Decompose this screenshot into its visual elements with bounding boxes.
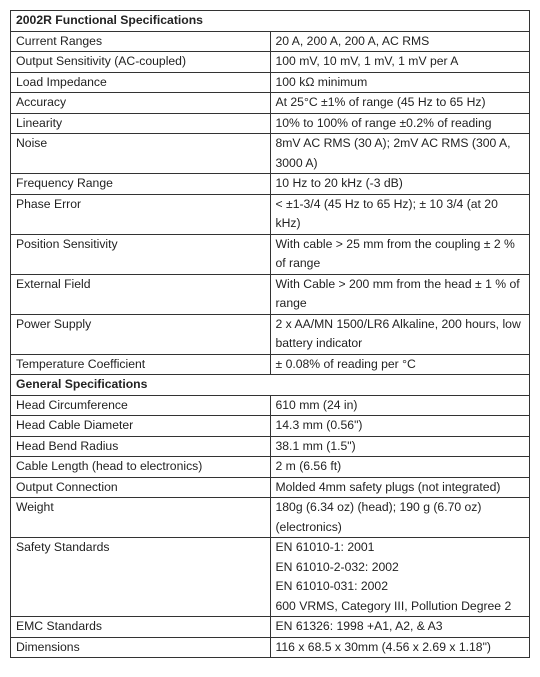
spec-value: 10 Hz to 20 kHz (-3 dB) [270, 174, 530, 195]
spec-label: Safety Standards [11, 538, 271, 617]
specifications-table [10, 10, 530, 658]
spec-value: 14.3 mm (0.56") [270, 416, 530, 437]
table-row [11, 395, 530, 416]
table-row [11, 637, 530, 658]
section-header-row [11, 11, 530, 32]
spec-label: Output Connection [11, 477, 271, 498]
spec-value: 180g (6.34 oz) (head); 190 g (6.70 oz) (electronics) [270, 498, 530, 538]
spec-value: 2 m (6.56 ft) [270, 457, 530, 478]
spec-value: 116 x 68.5 x 30mm (4.56 x 2.69 x 1.18") [270, 637, 530, 658]
table-row [11, 436, 530, 457]
table-row [11, 538, 530, 617]
spec-label: Power Supply [11, 314, 271, 354]
spec-value: At 25°C ±1% of range (45 Hz to 65 Hz) [270, 93, 530, 114]
spec-label: Dimensions [11, 637, 271, 658]
spec-value: Molded 4mm safety plugs (not integrated) [270, 477, 530, 498]
spec-label: Head Cable Diameter [11, 416, 271, 437]
table-row [11, 477, 530, 498]
spec-value: 2 x AA/MN 1500/LR6 Alkaline, 200 hours, low battery indicator [270, 314, 530, 354]
spec-label: Temperature Coefficient [11, 354, 271, 375]
spec-label: Frequency Range [11, 174, 271, 195]
spec-value: 610 mm (24 in) [270, 395, 530, 416]
table-row [11, 234, 530, 274]
spec-value: With cable > 25 mm from the coupling ± 2 % of range [270, 234, 530, 274]
table-row [11, 113, 530, 134]
spec-value: < ±1-3/4 (45 Hz to 65 Hz); ± 10 3/4 (at 20 kHz) [270, 194, 530, 234]
spec-value: 100 mV, 10 mV, 1 mV, 1 mV per A [270, 52, 530, 73]
spec-label: Head Bend Radius [11, 436, 271, 457]
spec-value: 8mV AC RMS (30 A); 2mV AC RMS (300 A, 3000 A) [270, 134, 530, 174]
table-row [11, 134, 530, 174]
spec-value: 38.1 mm (1.5") [270, 436, 530, 457]
spec-value-line: EN 61010-1: 2001 [275, 540, 375, 554]
table-row [11, 93, 530, 114]
section-header-row [11, 375, 530, 396]
spec-label: External Field [11, 274, 271, 314]
spec-label: Noise [11, 134, 271, 174]
table-row [11, 498, 530, 538]
table-row [11, 174, 530, 195]
spec-label: Accuracy [11, 93, 271, 114]
table-row [11, 314, 530, 354]
table-row [11, 52, 530, 73]
spec-value-line: EN 61010-031: 2002 [275, 579, 388, 593]
spec-value [270, 538, 530, 617]
table-row [11, 617, 530, 638]
spec-value: With Cable > 200 mm from the head ± 1 % of range [270, 274, 530, 314]
spec-value: 100 kΩ minimum [270, 72, 530, 93]
spec-value: EN 61326: 1998 +A1, A2, & A3 [270, 617, 530, 638]
spec-label: EMC Standards [11, 617, 271, 638]
section-title: 2002R Functional Specifications [11, 11, 530, 32]
table-row [11, 194, 530, 234]
spec-label: Weight [11, 498, 271, 538]
spec-label: Cable Length (head to electronics) [11, 457, 271, 478]
spec-label: Current Ranges [11, 31, 271, 52]
spec-value-line: 600 VRMS, Category III, Pollution Degree 2 [275, 598, 512, 613]
spec-value: 10% to 100% of range ±0.2% of reading [270, 113, 530, 134]
table-row [11, 457, 530, 478]
table-row [11, 416, 530, 437]
spec-label: Load Impedance [11, 72, 271, 93]
spec-label: Output Sensitivity (AC-coupled) [11, 52, 271, 73]
spec-label: Phase Error [11, 194, 271, 234]
spec-value: ± 0.08% of reading per °C [270, 354, 530, 375]
spec-value: 20 A, 200 A, 200 A, AC RMS [270, 31, 530, 52]
table-row [11, 31, 530, 52]
spec-label: Head Circumference [11, 395, 271, 416]
section-title: General Specifications [11, 375, 530, 396]
table-row [11, 274, 530, 314]
table-row [11, 354, 530, 375]
table-row [11, 72, 530, 93]
spec-value-line: EN 61010-2-032: 2002 [275, 559, 399, 574]
specifications-table-body [11, 11, 530, 658]
spec-label: Linearity [11, 113, 271, 134]
spec-label: Position Sensitivity [11, 234, 271, 274]
